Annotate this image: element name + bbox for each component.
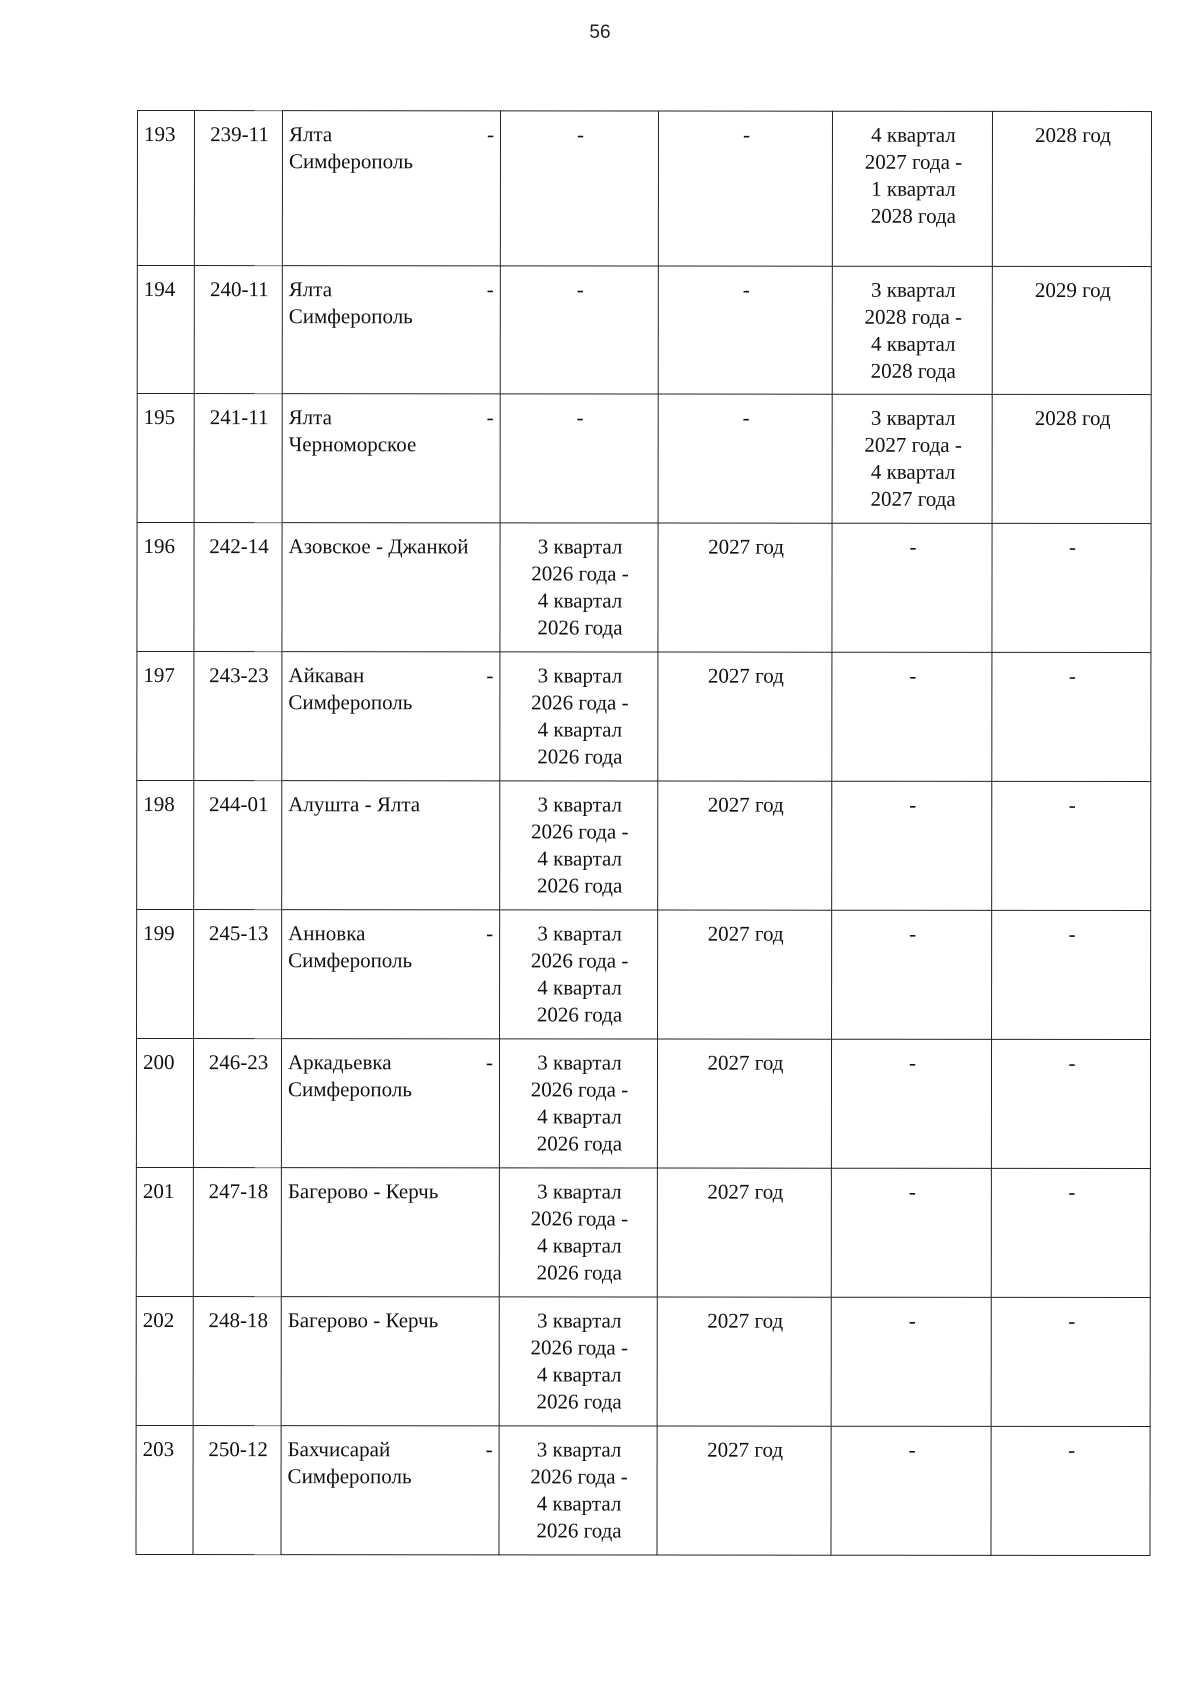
period-1: 3 квартал 2026 года - 4 квартал 2026 года <box>499 1168 657 1297</box>
period-3: 3 квартал 2028 года - 4 квартал 2028 года <box>832 266 992 394</box>
route-end: Симферополь <box>288 948 413 973</box>
table-row <box>136 1039 1150 1169</box>
route-code: 240-11 <box>194 266 282 394</box>
period-3: - <box>831 1297 991 1426</box>
route-start: Азовское - Джанкой <box>288 534 469 559</box>
route-code: 244-01 <box>194 781 282 910</box>
route-start: Бахчисарай <box>287 1437 391 1462</box>
route-dash <box>493 1178 495 1205</box>
route-schedule-table <box>135 110 1152 1556</box>
period-3: 3 квартал 2027 года - 4 квартал 2027 года <box>832 394 992 523</box>
row-number: 198 <box>137 781 194 910</box>
period-1: 3 квартал 2026 года - 4 квартал 2026 года <box>499 1297 657 1426</box>
route-dash: - <box>485 1437 493 1462</box>
route-end: Симферополь <box>288 304 413 329</box>
route-start: Багерово - Керчь <box>287 1308 439 1333</box>
row-number: 196 <box>137 523 194 652</box>
period-1: - <box>500 394 658 523</box>
route-end: Симферополь <box>288 690 413 715</box>
route-dash: - <box>486 122 494 147</box>
period-1: - <box>500 111 658 266</box>
table-row <box>137 266 1151 395</box>
route-end: Симферополь <box>288 149 413 174</box>
route-name <box>281 1168 499 1297</box>
row-number: 193 <box>137 111 194 266</box>
route-code: 243-23 <box>194 652 282 781</box>
route-code: 245-13 <box>194 910 282 1039</box>
route-dash: - <box>485 1050 494 1075</box>
route-start: Ялта <box>288 122 333 147</box>
period-2: - <box>658 394 832 523</box>
route-code: 242-14 <box>194 523 282 652</box>
route-code: 241-11 <box>194 394 282 523</box>
row-number: 199 <box>137 910 194 1039</box>
period-2: 2027 год <box>658 523 832 652</box>
route-name <box>281 1039 499 1168</box>
period-3: 4 квартал 2027 года - 1 квартал 2028 года <box>832 111 992 266</box>
route-name <box>282 111 500 266</box>
route-name <box>282 781 500 910</box>
route-name <box>282 523 500 652</box>
route-name <box>282 910 500 1039</box>
route-name <box>281 1297 499 1426</box>
route-end: Симферополь <box>287 1464 412 1489</box>
route-dash: - <box>486 405 494 430</box>
table-row <box>137 523 1151 653</box>
period-2: 2027 год <box>657 1297 831 1426</box>
route-code: 247-18 <box>193 1168 281 1297</box>
table-row <box>136 1168 1150 1298</box>
route-start: Алушта - Ялта <box>288 792 421 817</box>
route-name <box>282 652 500 781</box>
period-2: 2027 год <box>657 1168 831 1297</box>
route-dash: - <box>486 663 494 688</box>
period-2: 2027 год <box>657 1426 831 1555</box>
period-4: - <box>992 781 1151 910</box>
period-3: - <box>832 910 992 1039</box>
table-row <box>136 1425 1150 1555</box>
page-number: 56 <box>589 22 611 43</box>
route-start: Ялта <box>288 405 332 430</box>
period-3: - <box>831 1168 991 1297</box>
period-2: 2027 год <box>658 781 832 910</box>
period-1: 3 квартал 2026 года - 4 квартал 2026 года <box>499 1039 657 1168</box>
period-1: 3 квартал 2026 года - 4 квартал 2026 года <box>500 652 658 781</box>
period-2: 2027 год <box>658 910 832 1039</box>
period-3: - <box>832 523 992 652</box>
table-row <box>137 652 1151 782</box>
route-code: 250-12 <box>193 1426 281 1555</box>
route-start: Анновка <box>288 921 366 946</box>
route-dash <box>493 791 495 818</box>
period-4: - <box>991 1426 1150 1555</box>
period-3: - <box>832 781 992 910</box>
period-2: 2027 год <box>658 652 832 781</box>
route-dash: - <box>486 277 494 302</box>
period-4: 2029 год <box>992 266 1151 394</box>
period-1: 3 квартал 2026 года - 4 квартал 2026 года <box>500 781 658 910</box>
route-code: 246-23 <box>193 1039 281 1168</box>
route-end: Черноморское <box>288 432 417 457</box>
route-name <box>281 1426 499 1555</box>
row-number: 200 <box>136 1039 193 1168</box>
route-start: Багерово - Керчь <box>287 1179 439 1204</box>
period-4: - <box>991 1297 1150 1426</box>
route-dash <box>494 533 496 560</box>
table-row <box>137 394 1151 524</box>
period-4: 2028 год <box>992 394 1151 523</box>
row-number: 203 <box>136 1425 193 1554</box>
row-number: 201 <box>136 1168 193 1297</box>
row-number: 195 <box>137 394 194 523</box>
period-1: 3 квартал 2026 года - 4 квартал 2026 года <box>499 1426 657 1555</box>
period-4: 2028 год <box>992 111 1151 266</box>
period-1: 3 квартал 2026 года - 4 квартал 2026 года <box>500 910 658 1039</box>
table-row <box>137 910 1151 1040</box>
route-end: Симферополь <box>287 1077 412 1102</box>
period-3: - <box>831 1039 991 1168</box>
route-code: 248-18 <box>193 1297 281 1426</box>
route-name <box>282 266 500 394</box>
route-code: 239-11 <box>194 111 282 266</box>
period-4: - <box>992 523 1151 652</box>
period-2: - <box>658 111 832 266</box>
period-4: - <box>991 1168 1150 1297</box>
route-start: Аркадьевка <box>287 1050 392 1075</box>
row-number: 194 <box>137 266 194 394</box>
period-3: - <box>832 652 992 781</box>
period-2: - <box>658 266 832 394</box>
row-number: 202 <box>136 1296 193 1425</box>
period-3: - <box>831 1426 991 1555</box>
table-row <box>136 1296 1150 1426</box>
route-start: Ялта <box>288 277 333 302</box>
table-row <box>137 111 1151 267</box>
period-4: - <box>992 910 1151 1039</box>
table-row <box>137 781 1151 911</box>
route-dash <box>493 1307 495 1334</box>
route-dash: - <box>486 921 494 946</box>
period-4: - <box>991 1039 1150 1168</box>
period-1: 3 квартал 2026 года - 4 квартал 2026 года <box>500 523 658 652</box>
period-2: 2027 год <box>657 1039 831 1168</box>
row-number: 197 <box>137 652 194 781</box>
period-1: - <box>500 266 658 394</box>
period-4: - <box>992 652 1151 781</box>
route-name <box>282 394 500 523</box>
route-start: Айкаван <box>288 663 365 688</box>
